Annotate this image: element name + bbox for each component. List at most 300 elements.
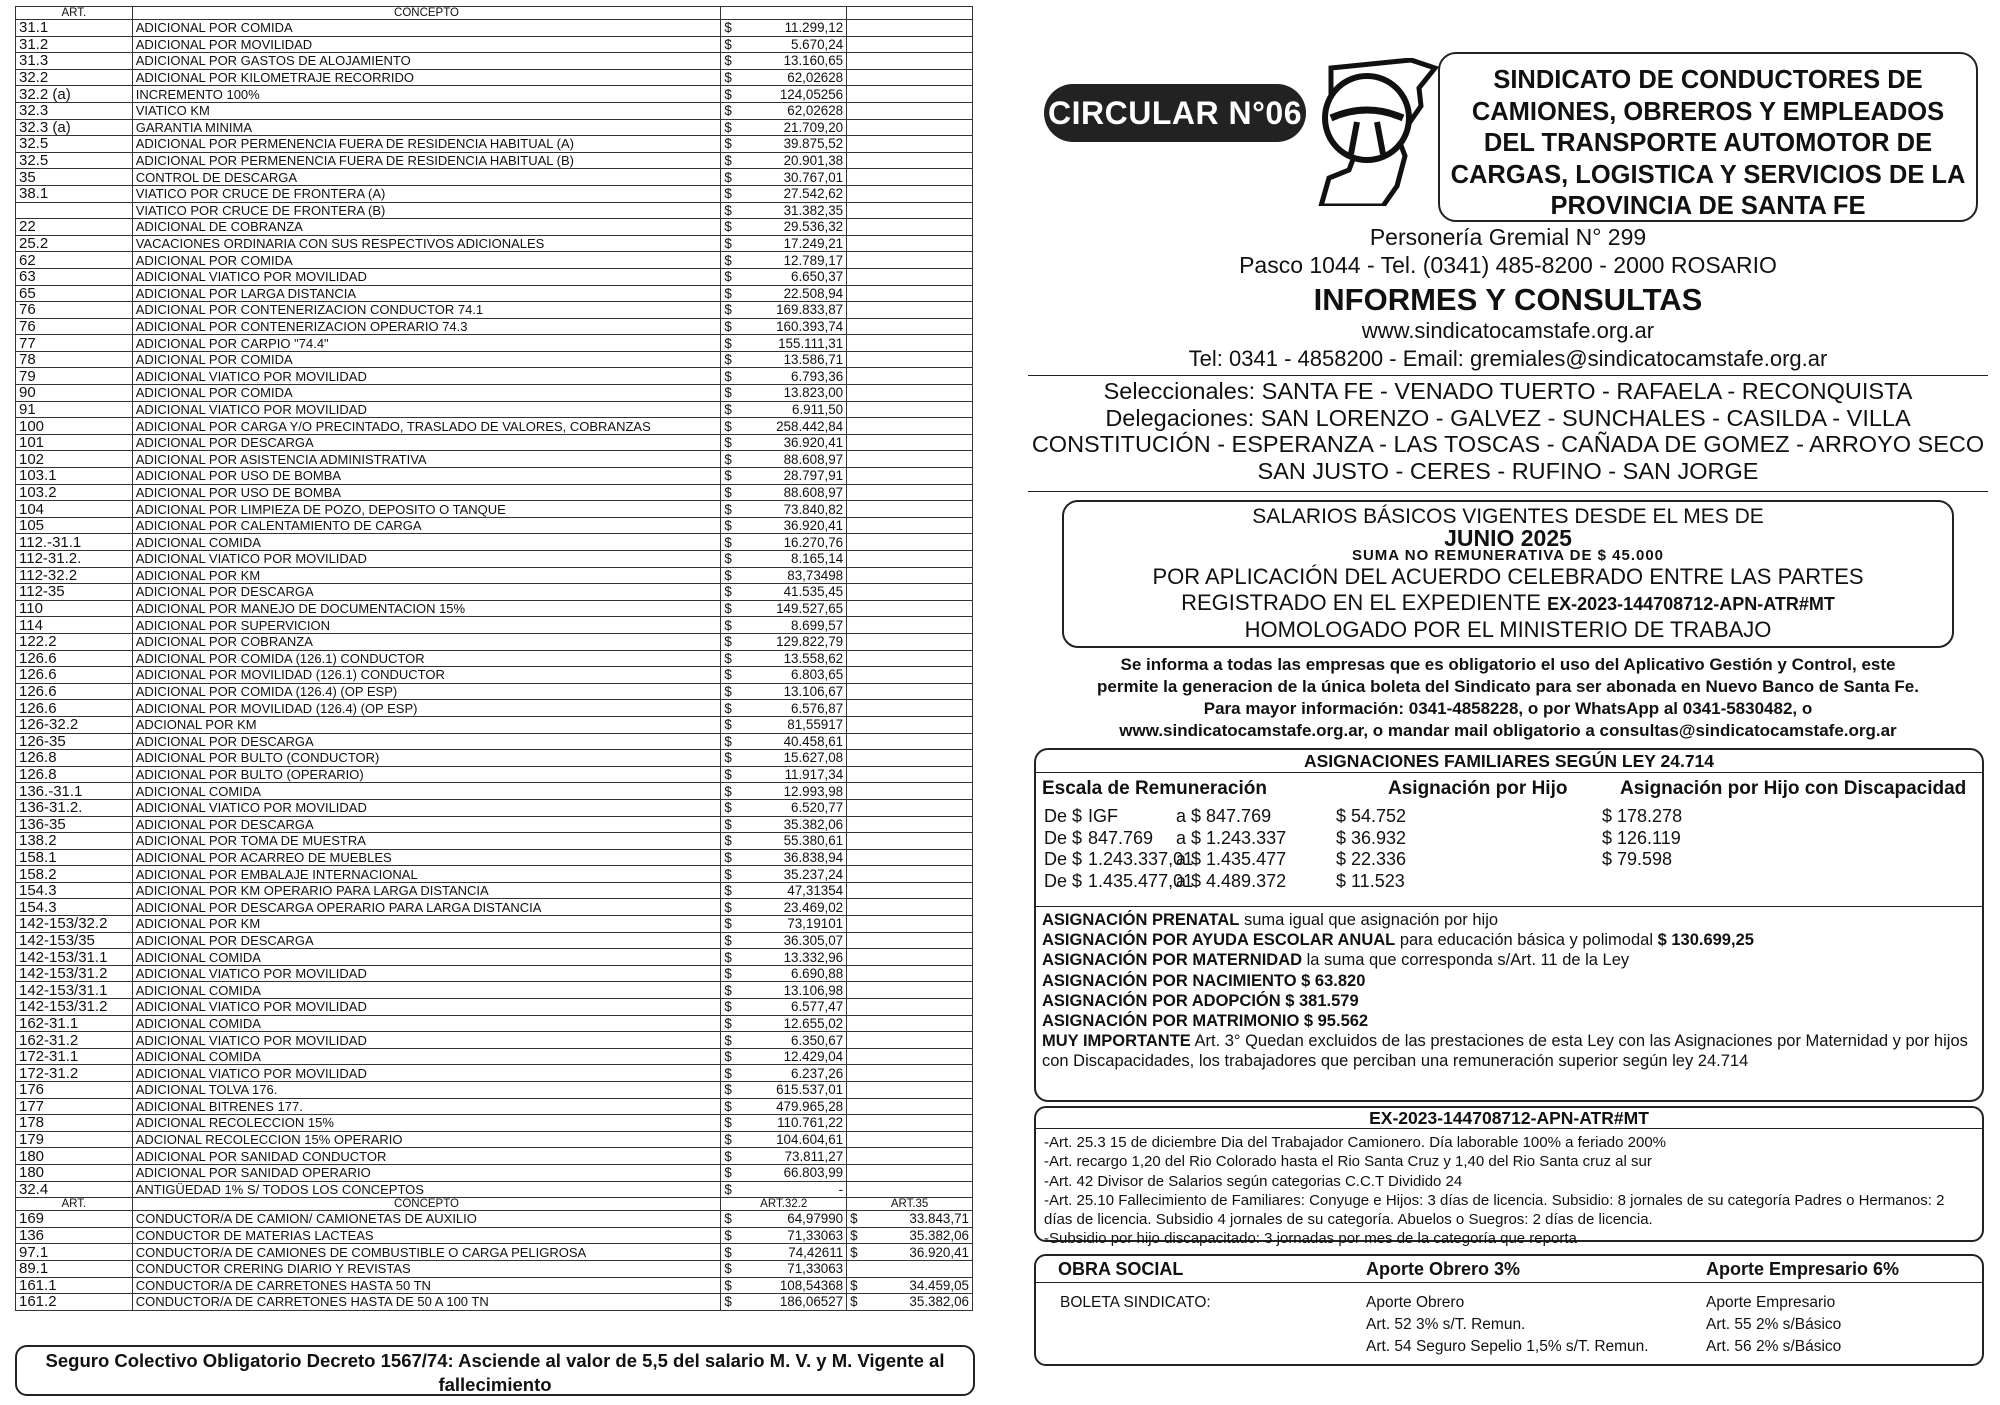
asig-cell: $ 54.752 <box>1336 806 1407 826</box>
art-code: 31.3 <box>16 53 133 70</box>
union-name-box <box>1438 52 1978 222</box>
concepto: ADICIONAL POR DESCARGA <box>132 932 721 949</box>
concepto: ADICIONAL COMIDA <box>132 1048 721 1065</box>
table-row <box>16 650 973 667</box>
empty-cell <box>847 965 973 982</box>
table-row <box>16 434 973 451</box>
empty-cell <box>847 584 973 601</box>
col-header-escala: Escala de Remuneración <box>1042 778 1267 799</box>
art-code: 89.1 <box>16 1260 133 1277</box>
seleccionales-line: Seleccionales: SANTA FE - VENADO TUERTO - RAFAELA - RECONQUISTA <box>1103 378 1913 404</box>
amount-value: 27.542,62 <box>783 186 844 202</box>
empty-cell <box>847 716 973 733</box>
currency-sign: $ <box>724 169 732 185</box>
art-code: 177 <box>16 1098 133 1115</box>
empty-cell <box>847 102 973 119</box>
art-code: 112-31.2. <box>16 551 133 568</box>
art-code: 102 <box>16 451 133 468</box>
amount <box>721 1131 847 1148</box>
art-code: 172-31.1 <box>16 1048 133 1065</box>
concepto: ADCIONAL RECOLECCION 15% OPERARIO <box>132 1131 721 1148</box>
empty-cell <box>847 617 973 634</box>
table-row <box>16 53 973 70</box>
currency-sign: $ <box>724 186 732 202</box>
art-code: 142-153/31.2 <box>16 999 133 1016</box>
obrero-item: Aporte Obrero <box>1366 1294 1465 1311</box>
empty-cell <box>847 1115 973 1132</box>
amount <box>721 716 847 733</box>
amount <box>721 833 847 850</box>
amount <box>721 916 847 933</box>
amount <box>721 434 847 451</box>
asignaciones-list <box>1042 910 1972 1072</box>
amount <box>721 136 847 153</box>
amount <box>721 650 847 667</box>
asig-line <box>1042 1011 1972 1031</box>
concepto: ADICIONAL POR CALENTAMIENTO DE CARGA <box>132 517 721 534</box>
currency-sign: $ <box>724 1148 732 1164</box>
concepto: CONDUCTOR CRERING DIARIO Y REVISTAS <box>132 1260 721 1277</box>
concepto: ADICIONAL COMIDA <box>132 534 721 551</box>
amount <box>721 783 847 800</box>
concepto: ADICIONAL POR TOMA DE MUESTRA <box>132 833 721 850</box>
currency-sign: $ <box>724 617 732 633</box>
currency-sign: $ <box>724 667 732 683</box>
concepto: ADICIONAL POR MOVILIDAD (126.1) CONDUCTOR <box>132 667 721 684</box>
amount <box>721 202 847 219</box>
amount-value: 615.537,01 <box>776 1082 844 1098</box>
currency-sign: $ <box>724 352 732 368</box>
concepto: ADICIONAL POR MANEJO DE DOCUMENTACION 15% <box>132 600 721 617</box>
amount-value: 12.789,17 <box>783 252 844 268</box>
amount <box>721 169 847 186</box>
currency-sign: $ <box>724 1098 732 1114</box>
empty-cell <box>847 534 973 551</box>
table-row <box>16 551 973 568</box>
header-cell: ART. <box>16 1198 133 1211</box>
empty-cell <box>847 866 973 883</box>
art-code: 158.1 <box>16 849 133 866</box>
amount-value: 6.803,65 <box>791 667 844 683</box>
table-row <box>16 816 973 833</box>
articles-table <box>15 6 973 1311</box>
table-row <box>16 219 973 236</box>
amount-value: 155.111,31 <box>778 335 844 351</box>
empty-cell <box>847 916 973 933</box>
art-code: 38.1 <box>16 185 133 202</box>
concepto: ADICIONAL DE COBRANZA <box>132 219 721 236</box>
amount <box>721 102 847 119</box>
empty-cell <box>847 451 973 468</box>
currency-sign: $ <box>724 883 732 899</box>
asig-cell: $ 22.336 <box>1336 849 1407 869</box>
asig-line <box>1042 971 1972 991</box>
amount <box>721 882 847 899</box>
seleccionales-line: Delegaciones: SAN LORENZO - GALVEZ - SUNCHALES - CASILDA - VILLA <box>1105 404 1911 431</box>
asig-cell: 1.243.337,01 <box>1088 849 1194 869</box>
empty-cell <box>847 285 973 302</box>
empty-cell <box>847 53 973 70</box>
table-row <box>16 152 973 169</box>
aporte-obrero-header: Aporte Obrero 3% <box>1366 1259 1521 1279</box>
empty-cell <box>847 1015 973 1032</box>
table-row <box>16 999 973 1016</box>
art-code: 136 <box>16 1227 133 1244</box>
divider <box>1036 1282 1982 1283</box>
amount-value: 88.608,97 <box>783 451 844 467</box>
asig-label: ASIGNACIÓN POR AYUDA ESCOLAR ANUAL <box>1042 931 1396 950</box>
divider <box>1028 491 1988 492</box>
amount <box>721 119 847 136</box>
concepto: ADICIONAL VIATICO POR MOVILIDAD <box>132 1032 721 1049</box>
table-row <box>16 1181 973 1198</box>
concepto: ADICIONAL VIATICO POR MOVILIDAD <box>132 551 721 568</box>
amount <box>721 799 847 816</box>
amount-value: 29.536,32 <box>783 219 844 235</box>
art-code: 76 <box>16 302 133 319</box>
muy-importante-text: Art. 3° Quedan excluidos de las prestaciones de esta Ley con las Asignaciones por Maternidad y por hijos con Discapacidades, los trabajadores que perciban una remuneración superior según ley 24.714 <box>1042 1032 1968 1071</box>
table-row <box>16 667 973 684</box>
empresario-item: Art. 55 2% s/Básico <box>1706 1316 1842 1333</box>
amount <box>721 335 847 352</box>
obra-social-title: OBRA SOCIAL <box>1058 1259 1184 1279</box>
header-art: ART. <box>16 7 133 20</box>
empty-cell <box>847 252 973 269</box>
expediente-title: EX-2023-144708712-APN-ATR#MT <box>1036 1108 1982 1129</box>
amount-value: 6.237,26 <box>791 1065 844 1081</box>
amount-value: 23.469,02 <box>783 899 844 915</box>
empty-cell <box>847 368 973 385</box>
concepto: ADICIONAL POR KM OPERARIO PARA LARGA DISTANCIA <box>132 882 721 899</box>
asig-label: ASIGNACIÓN POR ADOPCIÓN <box>1042 991 1281 1010</box>
amount-value: 108,54368 <box>779 1277 844 1293</box>
amount-value: 149.527,65 <box>776 601 844 617</box>
salarios-box <box>1062 500 1954 648</box>
table-row <box>16 766 973 783</box>
currency-sign: $ <box>724 634 732 650</box>
amount <box>721 385 847 402</box>
amount <box>721 1065 847 1082</box>
currency-sign: $ <box>724 816 732 832</box>
empty-cell <box>847 766 973 783</box>
art-code: 32.5 <box>16 152 133 169</box>
amount-value: 31.382,35 <box>783 202 844 218</box>
info-notice <box>1028 654 1988 742</box>
art-code: 91 <box>16 401 133 418</box>
asig-cell: a $ 1.435.477 <box>1176 849 1287 869</box>
amount-value: 124,05256 <box>779 86 844 102</box>
table-row <box>16 932 973 949</box>
empty-cell <box>847 1131 973 1148</box>
table-row <box>16 136 973 153</box>
concepto: ADICIONAL VIATICO POR MOVILIDAD <box>132 965 721 982</box>
table-row <box>16 849 973 866</box>
art-code: 32.4 <box>16 1181 133 1198</box>
concepto: ADICIONAL POR SANIDAD OPERARIO <box>132 1164 721 1181</box>
art-code: 162-31.1 <box>16 1015 133 1032</box>
currency-sign: $ <box>724 518 732 534</box>
amount-32-2 <box>721 1260 847 1277</box>
amount <box>721 468 847 485</box>
concepto: ADICIONAL POR DESCARGA OPERARIO PARA LARGA DISTANCIA <box>132 899 721 916</box>
amount <box>721 86 847 103</box>
amount-value: 40.458,61 <box>783 733 844 749</box>
col-header-discapacidad: Asignación por Hijo con Discapacidad <box>1620 778 1967 799</box>
asig-cell: $ 126.119 <box>1602 827 1681 848</box>
concepto: ADICIONAL COMIDA <box>132 982 721 999</box>
asignaciones-title: ASIGNACIONES FAMILIARES SEGÚN LEY 24.714 <box>1036 750 1982 773</box>
concepto: ADICIONAL POR KILOMETRAJE RECORRIDO <box>132 69 721 86</box>
currency-sign: $ <box>724 999 732 1015</box>
truck-wheel-logo-icon <box>1311 58 1439 206</box>
table-row <box>16 534 973 551</box>
empty-cell <box>847 484 973 501</box>
table-row <box>16 733 973 750</box>
amount-value: 47,31354 <box>787 883 844 899</box>
concepto: ADICIONAL POR GASTOS DE ALOJAMIENTO <box>132 53 721 70</box>
currency-sign: $ <box>724 451 732 467</box>
divider <box>1028 375 1988 376</box>
amount <box>721 567 847 584</box>
art-code: 101 <box>16 434 133 451</box>
amount <box>721 584 847 601</box>
website: www.sindicatocamstafe.org.ar <box>1361 318 1655 343</box>
empty-cell <box>847 999 973 1016</box>
asig-label: ASIGNACIÓN PRENATAL <box>1042 911 1240 929</box>
currency-sign: $ <box>724 899 732 915</box>
concepto: VIATICO POR CRUCE DE FRONTERA (A) <box>132 185 721 202</box>
art-code: 126.8 <box>16 766 133 783</box>
seleccionales-line: CONSTITUCIÓN - ESPERANZA - LAS TOSCAS - CAÑADA DE GOMEZ - ARROYO SECO <box>1031 431 1985 457</box>
seguro-note: Seguro Colectivo Obligatorio Decreto 1567/74: Asciende al valor de 5,5 del salario M. V. y M. Vigente al fallecimiento <box>15 1345 975 1396</box>
asig-cell: a $ 1.243.337 <box>1176 827 1287 848</box>
salarios-line: POR APLICACIÓN DEL ACUERDO CELEBRADO ENTRE LAS PARTES <box>1152 564 1864 589</box>
currency-sign: $ <box>724 219 732 235</box>
concepto: ADICIONAL POR KM <box>132 916 721 933</box>
art-code: 63 <box>16 268 133 285</box>
amount <box>721 683 847 700</box>
currency-sign: $ <box>724 36 732 52</box>
empty-cell <box>847 750 973 767</box>
amount <box>721 1181 847 1198</box>
table-row <box>16 716 973 733</box>
obra-social-box <box>1034 1254 1984 1366</box>
amount <box>721 235 847 252</box>
asig-cell: De $ <box>1044 806 1083 826</box>
amount <box>721 451 847 468</box>
amount-value: 73,19101 <box>787 916 844 932</box>
art-code: 97.1 <box>16 1244 133 1261</box>
empty-cell <box>847 700 973 717</box>
art-code: 142-153/32.2 <box>16 916 133 933</box>
amount-value: 81,55917 <box>787 717 844 733</box>
asig-label: ASIGNACIÓN POR MATERNIDAD <box>1042 951 1303 970</box>
amount-35 <box>847 1244 973 1261</box>
amount <box>721 932 847 949</box>
table-row <box>16 185 973 202</box>
amount-35 <box>847 1227 973 1244</box>
amount-value: 6.911,50 <box>792 401 844 417</box>
ex-line: -Art. 25.3 15 de diciembre Dia del Trabajador Camionero. Día laborable 100% a feriado 200% <box>1044 1134 1667 1151</box>
amount-value: 6.576,87 <box>791 700 844 716</box>
currency-sign: $ <box>724 484 732 500</box>
header-cell: ART.35 <box>847 1198 973 1211</box>
table-row <box>16 252 973 269</box>
concepto: ADICIONAL POR COBRANZA <box>132 633 721 650</box>
concepto: VIATICO KM <box>132 102 721 119</box>
art-code: 90 <box>16 385 133 402</box>
table-row <box>16 351 973 368</box>
asig-line <box>1042 991 1972 1011</box>
asig-amount: $ 381.579 <box>1285 991 1359 1010</box>
info-line: Para mayor información: 0341-4858228, o por WhatsApp al 0341-5830482, o <box>1203 699 1813 718</box>
art-code: 112.-31.1 <box>16 534 133 551</box>
concepto: ANTIGÜEDAD 1% S/ TODOS LOS CONCEPTOS <box>132 1181 721 1198</box>
amount-value: 16.270,76 <box>783 534 844 550</box>
currency-sign: $ <box>724 551 732 567</box>
table-row <box>16 501 973 518</box>
amount <box>721 418 847 435</box>
empresario-item: Art. 56 2% s/Básico <box>1706 1338 1842 1355</box>
union-name-line: SINDICATO DE CONDUCTORES DE <box>1493 66 1923 94</box>
currency-sign: $ <box>724 584 732 600</box>
concepto: ADICIONAL POR LARGA DISTANCIA <box>132 285 721 302</box>
empty-cell <box>847 517 973 534</box>
art-code: 65 <box>16 285 133 302</box>
amount <box>721 1048 847 1065</box>
concepto: ADICIONAL POR EMBALAJE INTERNACIONAL <box>132 866 721 883</box>
table-row <box>16 302 973 319</box>
art-code: 136.-31.1 <box>16 783 133 800</box>
table-row <box>16 584 973 601</box>
obrero-item: Art. 52 3% s/T. Remun. <box>1366 1316 1526 1333</box>
empty-cell <box>847 36 973 53</box>
amount-value: 5.670,24 <box>791 36 844 52</box>
empty-cell <box>847 468 973 485</box>
table-row <box>16 700 973 717</box>
empty-cell <box>847 1048 973 1065</box>
divider <box>1036 906 1982 907</box>
currency-sign: $ <box>724 717 732 733</box>
concepto: ADICIONAL POR DESCARGA <box>132 584 721 601</box>
currency-sign: $ <box>724 1082 732 1098</box>
currency-sign: $ <box>724 318 732 334</box>
concepto: CONDUCTOR/A DE CAMION/ CAMIONETAS DE AUXILIO <box>132 1211 721 1228</box>
amount <box>721 36 847 53</box>
table-row <box>16 385 973 402</box>
amount <box>721 1148 847 1165</box>
currency-sign: $ <box>724 1132 732 1148</box>
table-row <box>16 750 973 767</box>
table2-row <box>16 1294 973 1311</box>
art-code: 103.2 <box>16 484 133 501</box>
contact-line: Tel: 0341 - 4858200 - Email: gremiales@sindicatocamstafe.org.ar <box>1188 346 1828 371</box>
amount-value: 186,06527 <box>779 1294 844 1310</box>
amount <box>721 318 847 335</box>
asig-cell: 847.769 <box>1088 827 1154 848</box>
currency-sign: $ <box>724 269 732 285</box>
union-name-line: PROVINCIA DE SANTA FE <box>1550 192 1866 220</box>
table2-row <box>16 1227 973 1244</box>
amount-value: 11.917,34 <box>784 767 844 783</box>
art-code: 138.2 <box>16 833 133 850</box>
art-code: 35 <box>16 169 133 186</box>
table-row <box>16 285 973 302</box>
currency-sign: $ <box>724 534 732 550</box>
amount-value: 41.535,45 <box>783 584 844 600</box>
asig-cell: De $ <box>1044 827 1083 848</box>
concepto: ADICIONAL POR COMIDA (126.4) (OP ESP) <box>132 683 721 700</box>
currency-sign: $ <box>724 1277 732 1293</box>
currency-sign: $ <box>724 1261 732 1277</box>
concepto: ADICIONAL POR ACARREO DE MUEBLES <box>132 849 721 866</box>
amount-value: 8.699,57 <box>791 617 844 633</box>
empty-cell <box>847 551 973 568</box>
art-code: 180 <box>16 1148 133 1165</box>
currency-sign: $ <box>724 53 732 69</box>
salarios-expediente <box>1064 590 1952 617</box>
concepto: ADICIONAL POR LIMPIEZA DE POZO, DEPOSITO O TANQUE <box>132 501 721 518</box>
currency-sign: $ <box>724 401 732 417</box>
amount <box>721 866 847 883</box>
art-code: 154.3 <box>16 882 133 899</box>
table-row <box>16 418 973 435</box>
amount-value: 34.459,05 <box>909 1277 969 1293</box>
art-code: 126.6 <box>16 683 133 700</box>
amount-32-2 <box>721 1294 847 1311</box>
currency-sign: $ <box>724 20 732 36</box>
concepto: CONDUCTOR/A DE CARRETONES HASTA 50 TN <box>132 1277 721 1294</box>
concepto: ADICIONAL POR CONTENERIZACION CONDUCTOR 74.1 <box>132 302 721 319</box>
art-code: 32.3 <box>16 102 133 119</box>
concepto: ADICIONAL POR COMIDA <box>132 385 721 402</box>
table-row <box>16 1082 973 1099</box>
currency-sign: $ <box>850 1228 858 1244</box>
table-row <box>16 86 973 103</box>
concepto: ADICIONAL POR PERMENENCIA FUERA DE RESIDENCIA HABITUAL (A) <box>132 136 721 153</box>
empty-cell <box>847 401 973 418</box>
amount-value: 21.709,20 <box>783 119 844 135</box>
currency-sign: $ <box>724 932 732 948</box>
salarios-month: JUNIO 2025 <box>1444 525 1572 551</box>
table-row <box>16 102 973 119</box>
amount-32-2 <box>721 1211 847 1228</box>
art-code: 110 <box>16 600 133 617</box>
currency-sign: $ <box>724 733 732 749</box>
concepto: CONDUCTOR/A DE CAMIONES DE COMBUSTIBLE O CARGA PELIGROSA <box>132 1244 721 1261</box>
table-row <box>16 1115 973 1132</box>
currency-sign: $ <box>724 966 732 982</box>
asig-label: ASIGNACIÓN POR NACIMIENTO <box>1042 971 1297 990</box>
amount-32-2 <box>721 1244 847 1261</box>
art-code: 104 <box>16 501 133 518</box>
table-row <box>16 833 973 850</box>
table-row <box>16 235 973 252</box>
currency-sign: $ <box>850 1277 858 1293</box>
currency-sign: $ <box>724 1165 732 1181</box>
empresario-list <box>1706 1292 1841 1358</box>
info-line: Se informa a todas las empresas que es obligatorio el uso del Aplicativo Gestión y Control, este <box>1120 655 1896 674</box>
obrero-list <box>1366 1292 1649 1358</box>
art-code: 142-153/31.2 <box>16 965 133 982</box>
table-row <box>16 1098 973 1115</box>
col-header-hijo: Asignación por Hijo <box>1388 778 1568 799</box>
asig-cell: $ 178.278 <box>1602 806 1683 826</box>
empty-cell <box>847 1164 973 1181</box>
amount-value: 36.305,07 <box>783 932 844 948</box>
art-code: 172-31.2 <box>16 1065 133 1082</box>
amount-value: 169.833,87 <box>776 302 844 318</box>
